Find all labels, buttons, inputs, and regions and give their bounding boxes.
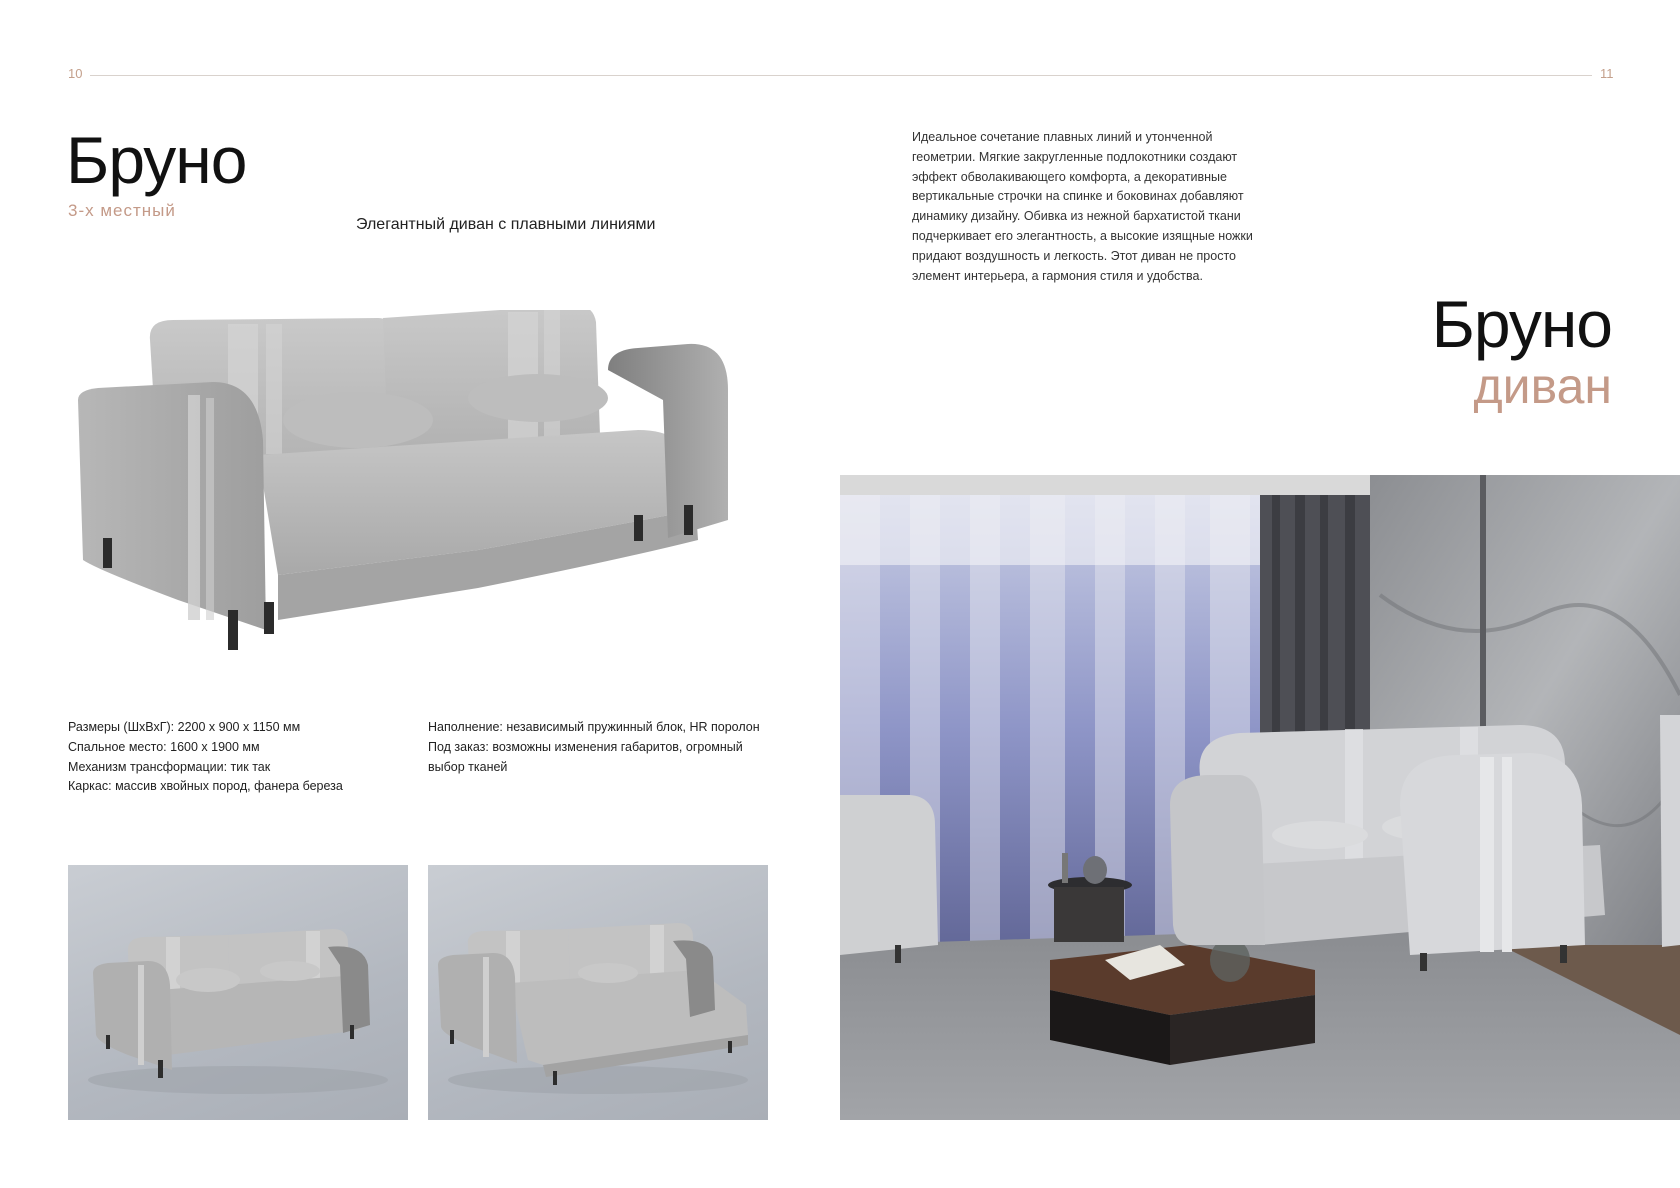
header-rule bbox=[90, 75, 1592, 76]
spec-filling: Наполнение: независимый пружинный блок, HR поролон bbox=[428, 720, 760, 734]
spec-sleeping-area: Спальное место: 1600 x 1900 мм bbox=[68, 739, 260, 754]
page-number-right: 11 bbox=[1600, 66, 1614, 81]
product-title: Бруно bbox=[66, 123, 247, 197]
hero-sofa-image bbox=[78, 310, 758, 680]
product-type: диван bbox=[1473, 358, 1612, 414]
sofa-closed-image bbox=[68, 865, 408, 1120]
sofa-unfolded-image bbox=[428, 865, 768, 1120]
spec-frame: Каркас: массив хвойных пород, фанера береза bbox=[68, 779, 343, 794]
spec-custom-order: Под заказ: возможны изменения габаритов, огромный выбор тканей bbox=[428, 739, 743, 774]
product-title-right: Бруно bbox=[1431, 287, 1612, 361]
page-number-left: 10 bbox=[68, 66, 83, 81]
product-tagline: Элегантный диван с плавными линиями bbox=[356, 216, 656, 233]
product-subtitle: 3-х местный bbox=[68, 201, 176, 220]
spec-dimensions: Размеры (ШхВхГ): 2200 x 900 x 1150 мм bbox=[68, 720, 301, 734]
specs-column-2 bbox=[428, 718, 778, 777]
specs-column-1 bbox=[68, 718, 398, 797]
spec-mechanism: Механизм трансформации: тик так bbox=[68, 759, 271, 774]
interior-photo bbox=[840, 475, 1680, 1120]
product-description: Идеальное сочетание плавных линий и утонченной геометрии. Мягкие закругленные подлокотники создают эффект обволакивающего комфорта, а декоративные вертикальные строчки на спинке и боковинах добавляют динамику дизайну. Обивка из нежной бархатистой ткани подчеркивает его элегантность, а высокие изящные ножки придают воздушность и легкость. Этот диван не просто элемент интерьера, а гармония стиля и удобства. bbox=[912, 130, 1253, 283]
